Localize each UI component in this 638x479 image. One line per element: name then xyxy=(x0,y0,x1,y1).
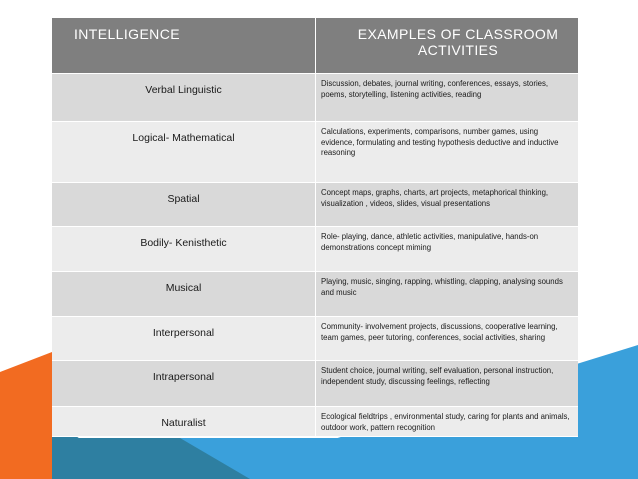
row-examples: Community- involvement projects, discussions, cooperative learning, team games, peer tutoring, conferences, social activities, sharing xyxy=(315,317,578,361)
row-examples: Ecological fieldtrips , environmental study, caring for plants and animals, outdoor work, pattern recognition xyxy=(315,407,578,437)
row-label: Interpersonal xyxy=(52,317,315,361)
header-examples: EXAMPLES OF CLASSROOM ACTIVITIES xyxy=(315,18,578,74)
row-examples: Concept maps, graphs, charts, art projects, metaphorical thinking, visualization , videos, slides, visual presentations xyxy=(315,183,578,227)
row-label: Spatial xyxy=(52,183,315,227)
header-intelligence: INTELLIGENCE xyxy=(52,18,315,74)
row-label: Logical- Mathematical xyxy=(52,122,315,183)
row-examples: Role- playing, dance, athletic activities, manipulative, hands-on demonstrations concept miming xyxy=(315,227,578,272)
row-examples: Calculations, experiments, comparisons, number games, using evidence, formulating and testing hypothesis deductive and inductive reasoning xyxy=(315,122,578,183)
row-label: Bodily- Kenisthetic xyxy=(52,227,315,272)
row-examples: Playing, music, singing, rapping, whistling, clapping, analysing sounds and music xyxy=(315,272,578,317)
orange-shape xyxy=(0,352,52,479)
row-label: Musical xyxy=(52,272,315,317)
row-label: Naturalist xyxy=(52,407,315,437)
row-examples: Student choice, journal writing, self evaluation, personal instruction, independent study, discussing feelings, reflecting xyxy=(315,361,578,407)
intelligence-table xyxy=(52,18,578,437)
row-examples: Discussion, debates, journal writing, conferences, essays, stories, poems, storytelling, listening activities, reading xyxy=(315,74,578,122)
row-label: Verbal Linguistic xyxy=(52,74,315,122)
row-label: Intrapersonal xyxy=(52,361,315,407)
